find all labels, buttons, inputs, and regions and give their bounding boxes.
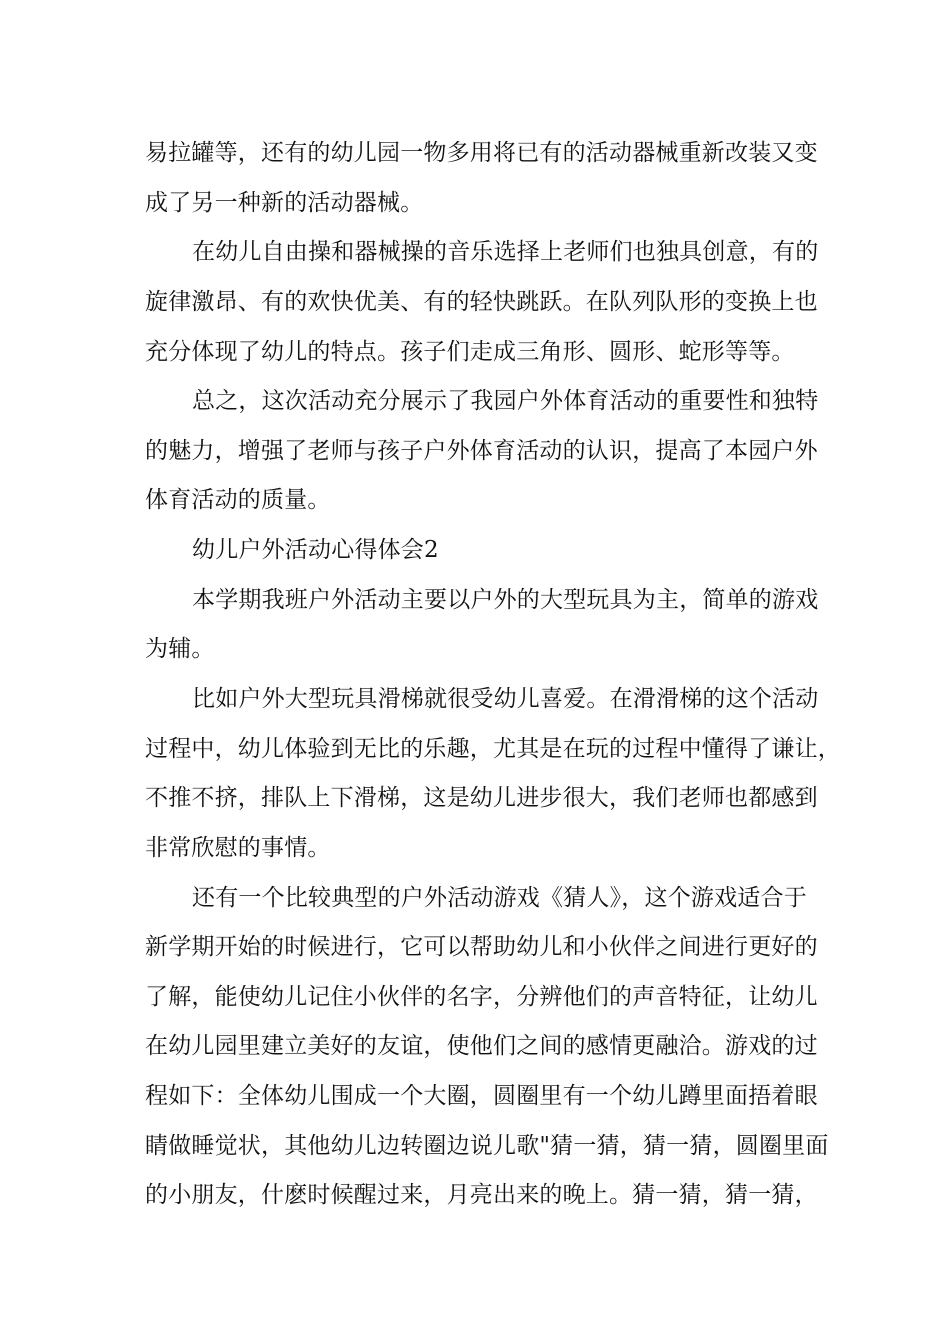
body-text-line: 成了另一种新的活动器械。 bbox=[145, 190, 424, 216]
body-text-line: 本学期我班户外活动主要以户外的大型玩具为主，简单的游戏 bbox=[192, 587, 819, 613]
body-text-line: 睛做睡觉状，其他幼儿边转圈边说儿歌"猜一猜，猜一猜，圆圈里面 bbox=[145, 1133, 829, 1159]
section-heading: 幼儿户外活动心得体会2 bbox=[192, 537, 439, 563]
body-text-line: 程如下：全体幼儿围成一个大圈，圆圈里有一个幼儿蹲里面捂着眼 bbox=[145, 1083, 818, 1109]
body-text-line: 还有一个比较典型的户外活动游戏《猜人》，这个游戏适合于 bbox=[192, 885, 807, 911]
body-text-line: 在幼儿自由操和器械操的音乐选择上老师们也独具创意，有的 bbox=[192, 239, 819, 265]
body-text-line: 的魅力，增强了老师与孩子户外体育活动的认识，提高了本园户外 bbox=[145, 438, 818, 464]
body-text-line: 易拉罐等，还有的幼儿园一物多用将已有的活动器械重新改装又变 bbox=[145, 140, 818, 166]
body-text-line: 充分体现了幼儿的特点。孩子们走成三角形、圆形、蛇形等等。 bbox=[145, 339, 795, 365]
body-text-line: 的小朋友，什麽时候醒过来，月亮出来的晚上。猜一猜，猜一猜， bbox=[145, 1182, 818, 1208]
body-text-line: 非常欣慰的事情。 bbox=[145, 835, 331, 861]
body-text-line: 为辅。 bbox=[145, 636, 215, 662]
body-text-line: 过程中，幼儿体验到无比的乐趣，尤其是在玩的过程中懂得了谦让， bbox=[145, 736, 841, 762]
body-text-line: 在幼儿园里建立美好的友谊，使他们之间的感情更融洽。游戏的过 bbox=[145, 1033, 818, 1059]
body-text-line: 不推不挤，排队上下滑梯，这是幼儿进步很大，我们老师也都感到 bbox=[145, 785, 818, 811]
body-text-line: 新学期开始的时候进行，它可以帮助幼儿和小伙伴之间进行更好的 bbox=[145, 934, 818, 960]
body-text-line: 体育活动的质量。 bbox=[145, 487, 331, 513]
body-text-line: 比如户外大型玩具滑梯就很受幼儿喜爱。在滑滑梯的这个活动 bbox=[192, 686, 819, 712]
body-text-line: 总之，这次活动充分展示了我园户外体育活动的重要性和独特 bbox=[192, 388, 819, 414]
body-text-line: 了解，能使幼儿记住小伙伴的名字，分辨他们的声音特征，让幼儿 bbox=[145, 984, 818, 1010]
body-text-line: 旋律激昂、有的欢快优美、有的轻快跳跃。在队列队形的变换上也 bbox=[145, 289, 818, 315]
